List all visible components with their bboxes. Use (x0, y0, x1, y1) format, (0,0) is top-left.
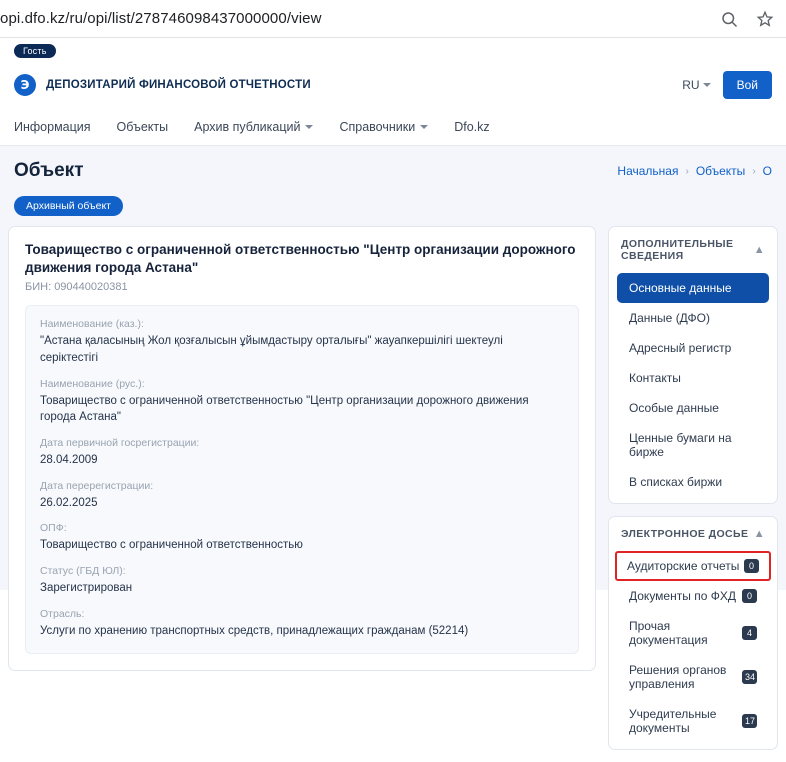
panel-item-label: Решения органов управления (629, 663, 727, 691)
panel-item-label: Данные (ДФО) (629, 311, 710, 325)
breadcrumb-separator-icon: › (752, 165, 756, 177)
status-badge: Архивный объект (14, 196, 123, 216)
object-details-column (8, 226, 596, 762)
panel-item-label: Аудиторские отчеты (627, 559, 740, 573)
guest-badge: Гость (14, 44, 56, 58)
field-name-kaz (40, 318, 564, 366)
panel-item-label: Контакты (629, 371, 681, 385)
side-panels-column (608, 226, 778, 762)
chevron-up-icon[interactable]: ▲ (753, 528, 765, 540)
field-label: Дата первичной госрегистрации: (40, 437, 200, 450)
chevron-down-icon (703, 83, 711, 87)
nav-item-arhiv-publikaciy[interactable] (194, 120, 313, 134)
panel-item-label: Документы по ФХД (629, 589, 736, 603)
count-badge: 0 (744, 559, 759, 573)
panel-item-osobye-dannye[interactable] (617, 393, 769, 423)
organization-bin-label: БИН: (25, 281, 52, 294)
chevron-down-icon (420, 125, 428, 129)
count-badge: 34 (742, 670, 757, 684)
login-button[interactable]: Вой (723, 71, 772, 99)
panel-item-resheniya-organov-upravleniya[interactable] (617, 655, 769, 699)
panel-item-adresnyy-registr[interactable] (617, 333, 769, 363)
breadcrumb (617, 164, 772, 178)
page-title-row (0, 146, 786, 188)
field-status (40, 565, 564, 597)
field-label: Наименование (каз.): (40, 318, 144, 331)
nav-item-obekty[interactable] (117, 120, 169, 134)
nav-item-label: Справочники (339, 119, 416, 134)
panel-item-label: Прочая документация (629, 619, 708, 647)
count-badge: 4 (742, 626, 757, 640)
field-label: ОПФ: (40, 522, 67, 535)
field-value: 28.04.2009 (40, 454, 98, 467)
breadcrumb-item-objects[interactable]: Объекты (695, 164, 746, 178)
panel-additional-info (608, 226, 778, 504)
browser-actions (718, 8, 778, 30)
field-industry (40, 608, 564, 640)
organization-bin-value: 090440020381 (54, 281, 128, 294)
chevron-up-icon[interactable]: ▲ (753, 244, 765, 256)
panel-item-kontakty[interactable] (617, 363, 769, 393)
panel-item-label: Особые данные (629, 401, 719, 415)
panel-header[interactable] (609, 227, 777, 273)
field-registration-date (40, 437, 564, 469)
panel-electronic-dossier (608, 516, 778, 750)
page-title: Объект (14, 160, 84, 181)
archive-badge-row (0, 188, 786, 226)
panel-item-uchreditelnye-dokumenty[interactable] (617, 699, 769, 743)
field-label: Наименование (рус.): (40, 377, 145, 390)
main-navigation (0, 108, 786, 146)
panel-item-prochaya-dokumentaciya[interactable] (617, 611, 769, 655)
field-label: Отрасль: (40, 607, 85, 620)
nav-item-label: Информация (14, 119, 91, 134)
organization-name: Товарищество с ограниченной ответственностью "Центр организации дорожного движения города Астана" (25, 242, 576, 276)
content-area (0, 226, 786, 762)
count-badge: 0 (742, 589, 757, 603)
field-value: Зарегистрирован (40, 582, 133, 595)
panel-item-label: Основные данные (629, 281, 732, 295)
panel-item-label: Учредительные документы (629, 707, 717, 735)
nav-item-spravochniki[interactable] (339, 120, 428, 134)
breadcrumb-separator-icon: › (685, 165, 689, 177)
panel-item-dokumenty-fhd[interactable] (617, 581, 769, 611)
search-icon[interactable] (718, 8, 740, 30)
field-value: Товарищество с ограниченной ответственностью "Центр организации дорожного движения города Астана" (40, 394, 529, 424)
field-value: "Астана қаласының Жол қозғалысын ұйымдастыру орталығы" жауапкершілігі шектеулі серіктестігі (40, 335, 503, 365)
breadcrumb-item-home[interactable]: Начальная (617, 164, 679, 178)
language-label: RU (682, 78, 700, 92)
panel-item-v-spiskah-birzhi[interactable] (617, 467, 769, 497)
panel-item-auditorskie-otchety[interactable] (615, 551, 771, 581)
breadcrumb-item-current: О (762, 164, 772, 178)
count-badge: 17 (742, 714, 757, 728)
field-reregistration-date (40, 480, 564, 512)
field-value: 26.02.2025 (40, 496, 98, 509)
panel-item-osnovnye-dannye[interactable] (617, 273, 769, 303)
nav-item-label: Dfo.kz (454, 119, 490, 134)
panel-item-dannye-dfo[interactable] (617, 303, 769, 333)
nav-item-label: Архив публикаций (194, 119, 301, 134)
organization-bin (25, 281, 579, 293)
panel-item-label: Ценные бумаги на бирже (629, 431, 732, 459)
nav-item-label: Объекты (116, 119, 169, 134)
field-opf (40, 522, 564, 554)
field-name-rus (40, 378, 564, 426)
panel-item-label: В списках биржи (629, 475, 723, 489)
page-viewport (0, 38, 786, 735)
field-label: Статус (ГБД ЮЛ): (40, 565, 126, 578)
site-brand-title: ДЕПОЗИТАРИЙ ФИНАНСОВОЙ ОТЧЕТНОСТИ (46, 79, 311, 91)
panel-items (609, 551, 777, 749)
header-actions (682, 71, 772, 99)
site-logo-icon[interactable]: Э (14, 74, 36, 96)
star-icon[interactable] (754, 8, 776, 30)
panel-item-cennye-bumagi[interactable] (617, 423, 769, 467)
panel-header[interactable] (609, 517, 777, 551)
field-label: Дата перерегистрации: (40, 479, 154, 492)
guest-strip (0, 38, 786, 62)
organization-card (8, 226, 596, 671)
panel-title: ДОПОЛНИТЕЛЬНЫЕ СВЕДЕНИЯ (621, 238, 734, 262)
address-bar[interactable]: opi.dfo.kz/ru/opi/list/278746098437000000/view (0, 10, 322, 27)
site-header (0, 62, 786, 108)
nav-item-dfo-kz[interactable] (454, 120, 489, 134)
chevron-down-icon (305, 125, 313, 129)
panel-item-label: Адресный регистр (629, 341, 732, 355)
browser-toolbar (0, 0, 786, 38)
panel-title: ЭЛЕКТРОННОЕ ДОСЬЕ (621, 528, 749, 540)
field-value: Товарищество с ограниченной ответственностью (40, 539, 303, 552)
panel-items (609, 273, 777, 503)
field-value: Услуги по хранению транспортных средств, принадлежащих гражданам (52214) (40, 624, 469, 637)
organization-fields (25, 305, 579, 654)
language-selector[interactable] (682, 78, 710, 92)
nav-item-informaciya[interactable] (14, 120, 91, 134)
